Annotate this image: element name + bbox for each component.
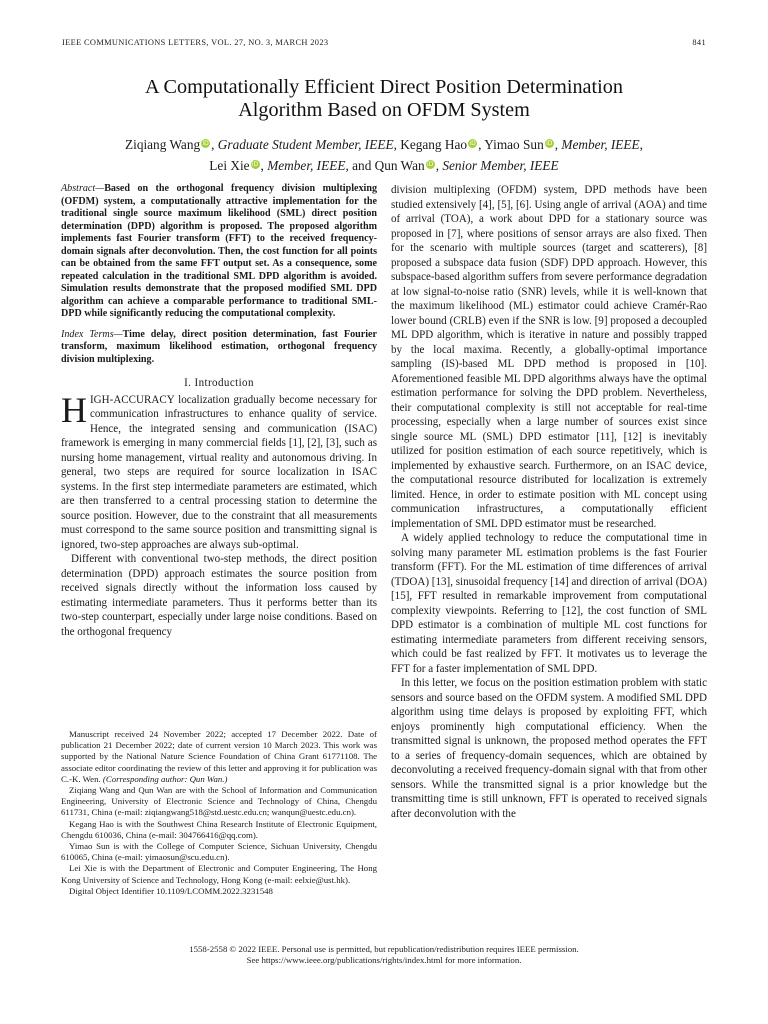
abstract-label: Abstract— — [61, 183, 105, 194]
separator: , — [435, 158, 440, 173]
abstract — [61, 183, 377, 321]
separator: , — [345, 158, 349, 173]
author-name: Kegang Hao — [400, 137, 468, 152]
paragraph-text: IGH-ACCURACY localization gradually become necessary for communication infrastructures to enhance quality of service. Hence, the integrated sensing and communication (ISAC) framework is emerging in many commercial fields [1], [2], [3], such as nursing home management, virtual reality and autonomous driving. In general, two steps are required for source localization in ISAC systems. In the first step intermediate parameters are estimated, which are then transferred to a central processing station to determine the source position. However, due to the constraint that all measurements must correspond to the same source position and transmitting signal is ignored, two-step approaches are always sub-optimal. — [61, 393, 377, 551]
footnotes — [61, 729, 377, 897]
orcid-icon[interactable]: iD — [469, 140, 476, 147]
index-terms-text: Time delay, direct position determination, fast Fourier transform, maximum likelihood estimation, orthogonal frequency division multiplexing. — [61, 328, 377, 365]
author-membership: Member, IEEE — [561, 137, 640, 152]
right-column — [391, 183, 707, 821]
page-number: 841 — [692, 38, 706, 47]
title-line-1: A Computationally Efficient Direct Position Determination — [145, 76, 623, 98]
corresponding-author: (Corresponding author: Qun Wan.) — [102, 773, 228, 784]
footnote-affiliation: Kegang Hao is with the Southwest China Research Institute of Electronic Equipment, Chengdu 610036, China (e-mail: 304766416@qq.com). — [61, 818, 377, 840]
copyright-footer — [60, 944, 708, 966]
separator: , — [639, 137, 643, 152]
orcid-icon[interactable]: iD — [427, 161, 434, 168]
author-membership: Senior Member, IEEE — [442, 158, 559, 173]
author-name: Yimao Sun — [484, 137, 544, 152]
separator: , — [393, 137, 397, 152]
conjunction: and — [352, 158, 372, 173]
intro-paragraph-1 — [61, 389, 377, 553]
separator: , — [260, 158, 264, 173]
orcid-icon[interactable]: iD — [202, 140, 209, 147]
left-column — [61, 183, 377, 639]
footnote-doi: Digital Object Identifier 10.1109/LCOMM.2022.3231548 — [69, 885, 273, 896]
intro-paragraph-5: In this letter, we focus on the position estimation problem with static sensors and source based on the OFDM system. A modified SML DPD algorithm using time delays is proposed by exploiting FFT, which enjoys prominently high computational efficiency. When the transmitted signal is unknown, the proposed method operates the FFT to a series of frequency-domain sequences, which are obtained by deconvoluting a received frequency-domain signal with that from other sensors. While the transmitted signal is a prior knowledge but the transmitting time is still unknown, FFT is operated to received signals after deconvolution with the — [391, 677, 707, 820]
author-list — [60, 134, 708, 176]
rights-link-line[interactable]: See https://www.ieee.org/publications/rights/index.html for more information. — [246, 955, 522, 965]
author-name: Qun Wan — [374, 158, 425, 173]
intro-paragraph-2: Different with conventional two-step methods, the direct position determination (DPD) approach estimates the source position from received signals directly without the information loss caused by estimating intermediate parameters. Thus it performs better than its two-step counterpart, especially under large noise conditions. Based on the orthogonal frequency — [61, 553, 377, 638]
footnote-manuscript — [61, 729, 377, 785]
orcid-icon[interactable]: iD — [251, 161, 259, 168]
index-terms-label: Index Terms— — [61, 328, 123, 340]
author-name: Lei Xie — [209, 158, 250, 173]
orcid-icon[interactable]: iD — [546, 140, 553, 147]
copyright-line: 1558-2558 © 2022 IEEE. Personal use is permitted, but republication/redistribution requires IEEE permission. — [189, 944, 579, 954]
separator: , — [478, 137, 482, 152]
intro-paragraph-3: division multiplexing (OFDM) system, DPD methods have been studied extensively [4], [5], [6]. Using angle of arrival (AOA) and time of arrival (TOA), a work about DPD for a stationary source was proposed in [7], where positions of sensor arrays are also fixed. Then for the scenario with multiple sources (target and scatterers), [8] proposed a subspace data fusion (SDF) DPD approach. However, this subspace-based algorithm suffers from severe performance degradation at low signal-to-noise ratio (SNR) levels, while it is well-known that the maximum likelihood (ML) estimator could achieve Cramér-Rao lower bound (CRLB) even if the SNR is low. [9] proposed a decoupled ML DPD algorithm, which is iterative in nature and possibly trapped by the local maxima. Recently, a globally-optimal importance sampling (IS)-based ML DPD method is proposed in [10]. Aforementioned feasible ML DPD algorithms always have the optimal estimation performance for solving the DPD problem. Nevertheless, their computational complexity is still not acceptable for real-time processing, especially when a large number of sources exist since single source ML (SML) DPD estimator [11], [12] is inevitably utilized for position estimation of each source repetitively, which is implemented by exhaustive search. Furthermore, on an ISAC device, the computational resource distributed for localization is extremely limited. Hence, in order to estimate position with ML concept using communication infrastructures, a computationally efficient implementation of SML DPD estimator must be researched. — [391, 184, 707, 530]
separator: , — [554, 137, 559, 152]
footnote-affiliation: Ziqiang Wang and Qun Wan are with the School of Information and Communication Engineering, University of Electronic Science and Technology of China, Chengdu 611731, China (e-mail: ziqiangwang518@std.uestc.edu.cn; wanqun@uestc.edu.cn). — [61, 785, 377, 818]
drop-cap: H — [61, 389, 87, 430]
author-line-1 — [60, 134, 708, 155]
intro-paragraph-4: A widely applied technology to reduce the computational time in solving many parameter ML estimation problems is the fast Fourier transform (FFT). For the ML estimation of time differences of arrival (TDOA) [13], sinusoidal frequency [14] and direction of arrival (DOA) [15], FFT resulted in remarkable improvement from computational complexity viewpoints. Referring to [12], the cost function of SML DPD estimator is a combination of multiple ML cost functions for estimating intermediate parameters from different receiving sensors, which could be fast realized by FFT. It motivates us to leverage the FFT for a faster implementation of SML DPD. — [391, 532, 707, 675]
title-line-2: Algorithm Based on OFDM System — [238, 99, 530, 121]
author-membership: Member, IEEE — [267, 158, 346, 173]
abstract-text: Based on the orthogonal frequency division multiplexing (OFDM) system, a computationally attractive implementation for the traditional single source maximum likelihood (SML) direct position determination (DPD) algorithm is proposed. The proposed algorithm implements fast Fourier transform (FFT) to the received frequency-domain signals after deconvolution. Then, the cost function for all points can be obtained from the same FFT output set. As a consequence, some repeated calculation in the traditional SML DPD algorithm is avoided. Simulation results demonstrate that the proposed modified SML DPD algorithm can achieve a comparable performance to traditional SML-DPD while significantly reducing the computational complexity. — [61, 183, 377, 319]
paper-title — [60, 76, 708, 122]
running-header — [62, 38, 706, 47]
author-line-2 — [60, 155, 708, 176]
footnote-affiliation: Yimao Sun is with the College of Computer Science, Sichuan University, Chengdu 610065, China (e-mail: yimaosun@scu.edu.cn). — [61, 841, 377, 863]
author-membership: Graduate Student Member, IEEE — [217, 137, 394, 152]
footnote-affiliation: Lei Xie is with the Department of Electronic and Computer Engineering, The Hong Kong University of Science and Technology, Hong Kong (e-mail: eelxie@ust.hk). — [61, 863, 377, 885]
section-heading: I. Introduction — [184, 377, 254, 389]
author-name: Ziqiang Wang — [125, 137, 201, 152]
separator: , — [211, 137, 215, 152]
journal-citation: IEEE COMMUNICATIONS LETTERS, VOL. 27, NO. 3, MARCH 2023 — [62, 38, 329, 47]
index-terms — [61, 329, 377, 367]
footnote-text: Manuscript received 24 November 2022; accepted 17 December 2022. Date of publication 21 December 2022; date of current version 10 March 2023. This work was supported by the National Nature Science Foundation of China Grant 61771108. The associate editor coordinating the review of this letter and approving it for publication was C.-K. Wen. — [61, 729, 377, 784]
